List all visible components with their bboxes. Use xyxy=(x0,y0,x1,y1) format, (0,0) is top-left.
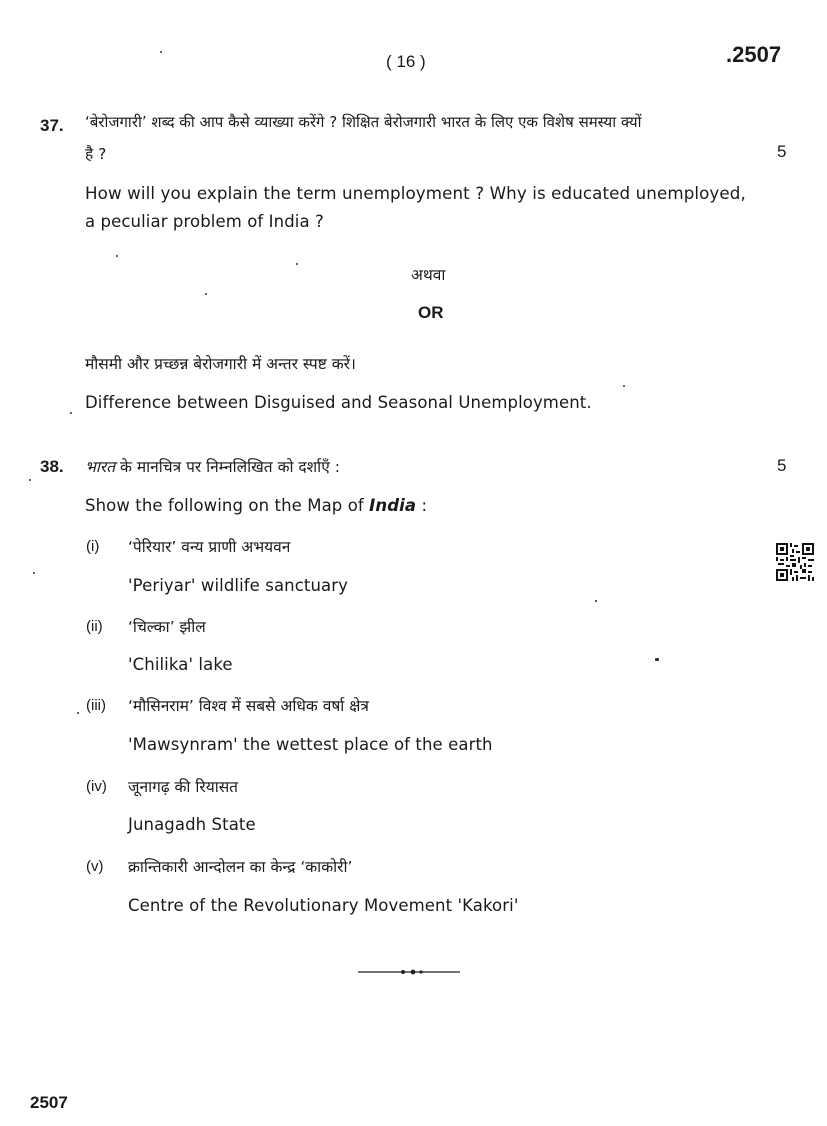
qr-code-icon xyxy=(776,543,814,581)
speck xyxy=(296,263,298,265)
question-number: 37. xyxy=(40,116,64,135)
item-label: (v) xyxy=(86,858,104,875)
speck xyxy=(33,572,35,574)
end-ornament xyxy=(358,966,460,978)
paper-code-footer: 2507 xyxy=(30,1093,68,1112)
speck xyxy=(116,255,118,257)
question-hindi-line-2: है ? xyxy=(85,145,107,163)
page-number: ( 16 ) xyxy=(386,52,426,71)
item-hindi: क्रान्तिकारी आन्दोलन का केन्द्र ‘काकोरी’ xyxy=(128,858,353,876)
item-label: (iv) xyxy=(86,778,107,795)
speck xyxy=(160,51,162,53)
question-hindi-line-1: ‘बेरोजगारी’ शब्द की आप कैसे व्याख्या करेंगे ? शिक्षित बेरोजगारी भारत के लिए एक विशेष समस्या क्यों xyxy=(85,113,642,131)
question-hindi-rest: के मानचित्र पर निम्नलिखित को दर्शाएँ : xyxy=(115,458,340,476)
speck xyxy=(70,412,72,414)
item-hindi: जूनागढ़ की रियासत xyxy=(128,778,239,796)
item-english: Centre of the Revolutionary Movement 'Kakori' xyxy=(128,896,519,915)
question-number: 38. xyxy=(40,457,64,476)
speck xyxy=(29,479,31,481)
question-marks: 5 xyxy=(777,142,787,161)
item-hindi: ‘चिल्का’ झील xyxy=(128,618,206,636)
item-hindi: ‘पेरियार’ वन्य प्राणी अभयवन xyxy=(128,538,291,556)
question-english-suffix: : xyxy=(416,496,428,515)
alternate-question-english: Difference between Disguised and Seasonal Unemployment. xyxy=(85,393,592,412)
item-english: 'Chilika' lake xyxy=(128,655,233,674)
question-marks: 5 xyxy=(777,456,787,475)
or-hindi: अथवा xyxy=(411,266,446,284)
item-english: 'Mawsynram' the wettest place of the earth xyxy=(128,735,493,754)
question-english xyxy=(85,496,427,515)
item-label: (iii) xyxy=(86,697,106,714)
alternate-question-hindi: मौसमी और प्रच्छन्न बेरोजगारी में अन्तर स्पष्ट करें। xyxy=(85,355,356,373)
emphasis-india: India xyxy=(369,496,417,515)
question-english-line-1: How will you explain the term unemployment ? Why is educated unemployed, xyxy=(85,183,746,203)
question-english-line-2: a peculiar problem of India ? xyxy=(85,212,324,231)
question-hindi xyxy=(85,455,340,477)
emphasis-bharat: भारत xyxy=(85,458,116,476)
item-english: 'Periyar' wildlife sanctuary xyxy=(128,576,348,595)
or-english: OR xyxy=(418,303,444,322)
question-english-prefix: Show the following on the Map of xyxy=(85,496,370,515)
item-english: Junagadh State xyxy=(128,815,256,834)
item-label: (ii) xyxy=(86,618,103,635)
item-hindi: ‘मौसिनराम’ विश्व में सबसे अधिक वर्षा क्षेत्र xyxy=(128,697,369,715)
speck xyxy=(205,293,207,295)
speck xyxy=(655,658,659,661)
speck xyxy=(595,600,597,602)
item-label: (i) xyxy=(86,538,100,555)
speck xyxy=(623,385,625,387)
paper-code-header: .2507 xyxy=(726,42,782,67)
speck xyxy=(77,712,79,714)
